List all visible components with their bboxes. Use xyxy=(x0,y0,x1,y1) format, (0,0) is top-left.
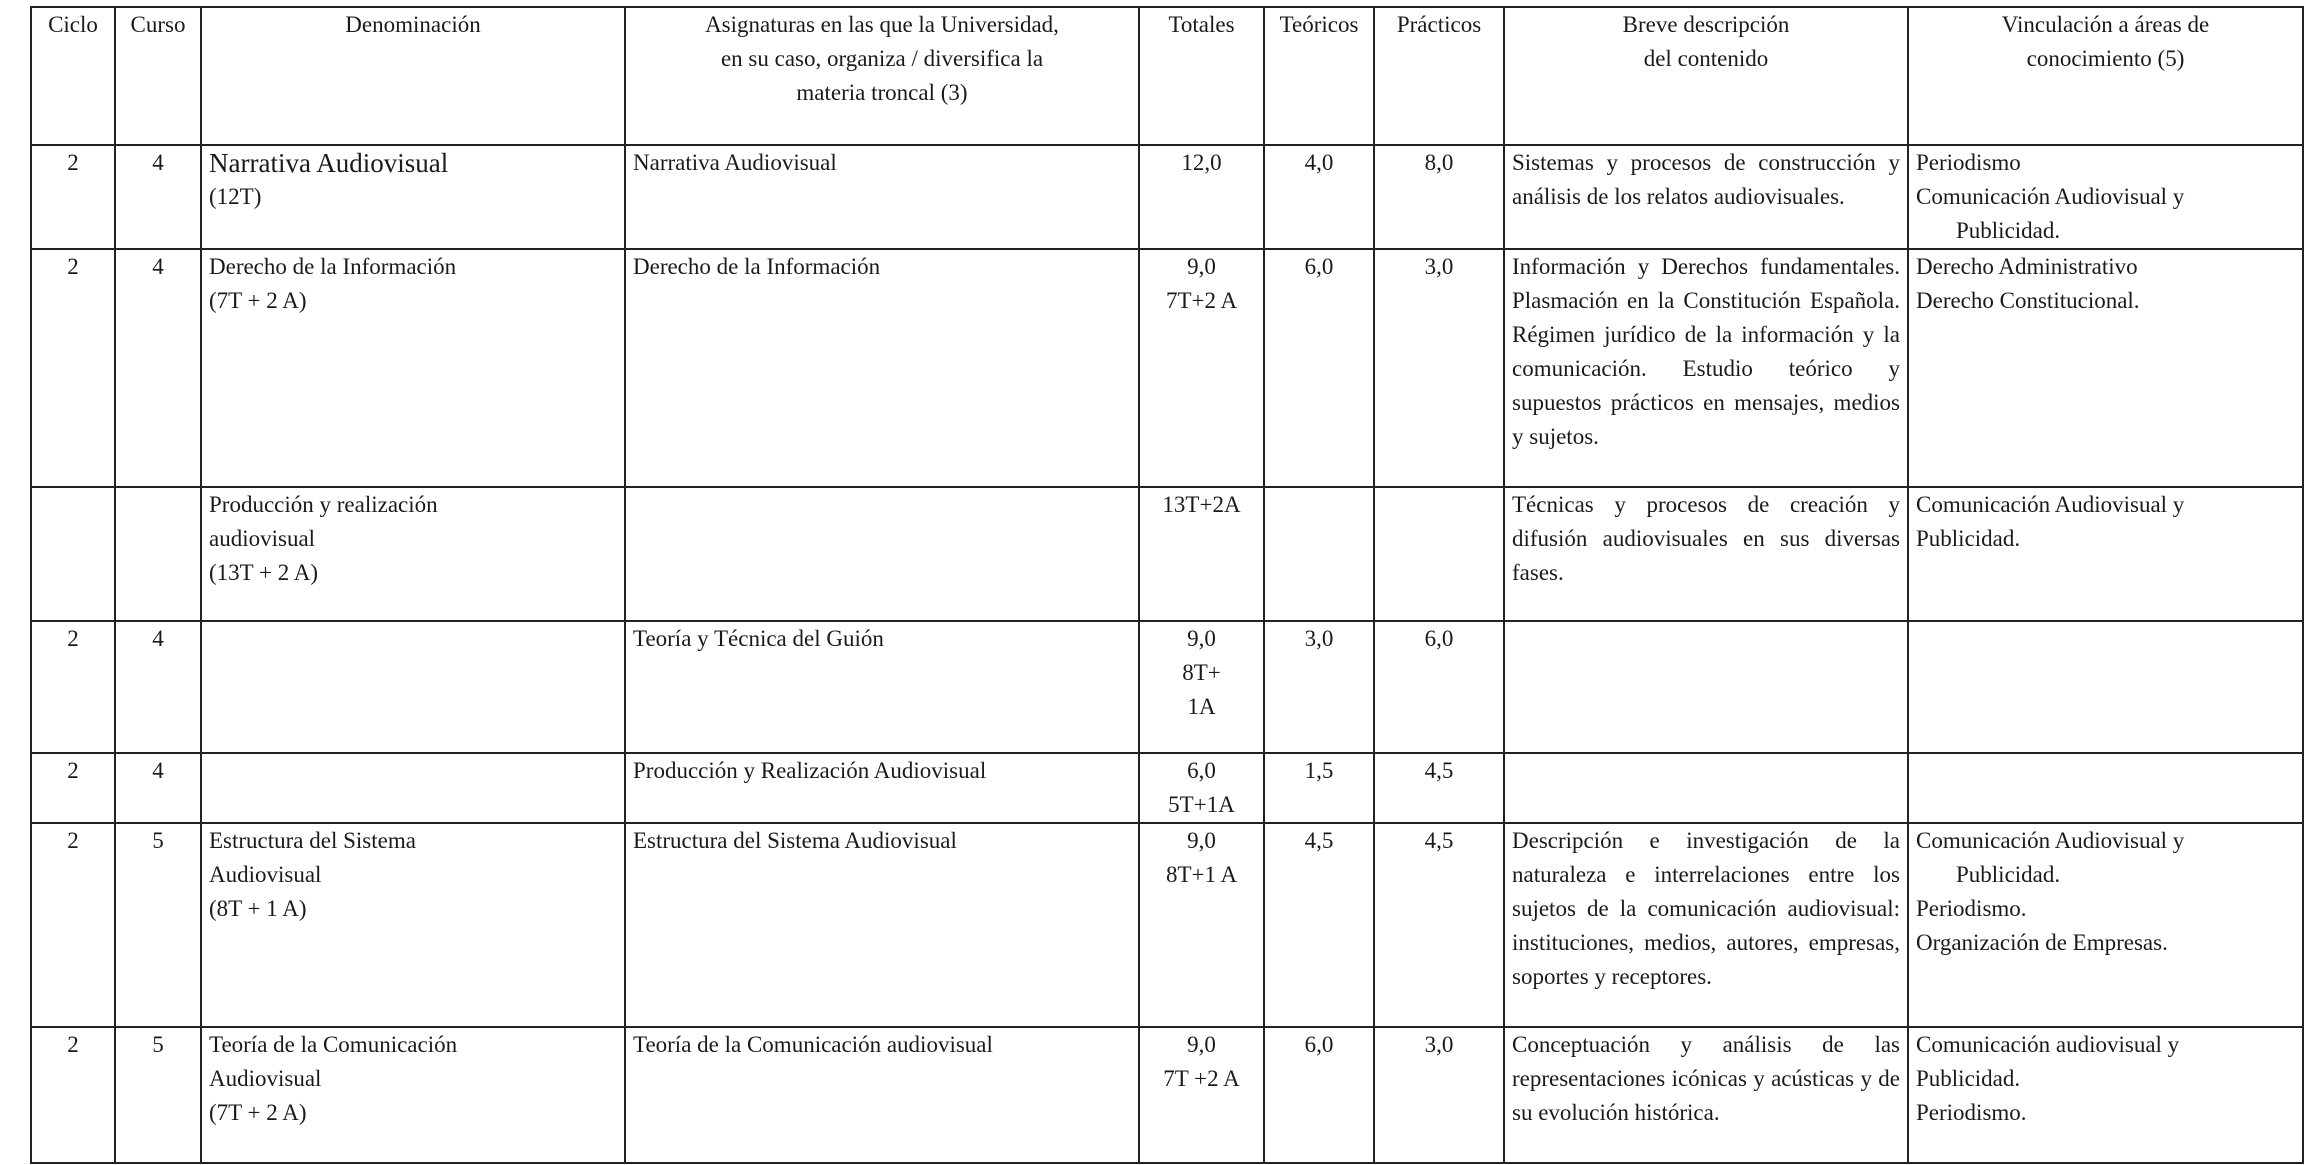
area-text: Publicidad. xyxy=(1916,526,2021,551)
table-row-narrativa xyxy=(31,145,2303,249)
header-denominacion: Denominación xyxy=(201,7,625,145)
table-row-teoria-comunicacion xyxy=(31,1027,2303,1163)
curso-cell: 4 xyxy=(115,249,201,487)
area-text: Derecho Constitucional. xyxy=(1916,288,2140,313)
creditos-text: (7T + 2 A) xyxy=(209,1100,307,1125)
asignatura-cell: Teoría de la Comunicación audiovisual xyxy=(625,1027,1139,1163)
curso-cell: 4 xyxy=(115,145,201,249)
totales-cell xyxy=(1139,823,1264,1027)
header-asignaturas xyxy=(625,7,1139,145)
header-vinculacion-line-2: conocimiento (5) xyxy=(2026,46,2185,71)
area-text xyxy=(1916,858,2295,892)
asignatura-cell: Estructura del Sistema Audiovisual xyxy=(625,823,1139,1027)
area-text: Comunicación Audiovisual y xyxy=(1916,492,2185,517)
header-totales: Totales xyxy=(1139,7,1264,145)
header-asignaturas-line-2: en su caso, organiza / diversifica la xyxy=(720,46,1044,71)
practicos-cell: 4,5 xyxy=(1374,753,1504,823)
denominacion-text: Derecho de la Información xyxy=(209,254,457,279)
totales-cell: 12,0 xyxy=(1139,145,1264,249)
ciclo-cell: 2 xyxy=(31,621,115,753)
denominacion-text: Audiovisual xyxy=(209,1066,322,1091)
totales-cell xyxy=(1139,753,1264,823)
header-row xyxy=(31,7,2303,145)
header-breve-line-1: Breve descripción xyxy=(1622,12,1790,37)
vinculacion-cell xyxy=(1908,249,2303,487)
area-text: Publicidad. xyxy=(1916,1066,2021,1091)
header-teoricos: Teóricos xyxy=(1264,7,1374,145)
table-row-produccion-realizacion xyxy=(31,753,2303,823)
totales-sub: 1A xyxy=(1187,694,1216,719)
asignatura-cell: Teoría y Técnica del Guión xyxy=(625,621,1139,753)
denominacion-text: Teoría de la Comunicación xyxy=(209,1032,458,1057)
curso-cell: 4 xyxy=(115,753,201,823)
creditos-text: (12T) xyxy=(209,184,262,209)
area-text: Periodismo. xyxy=(1916,896,2027,921)
area-text xyxy=(1916,214,2295,248)
curso-cell xyxy=(115,487,201,621)
denominacion-cell xyxy=(201,487,625,621)
totales-value: 9,0 xyxy=(1187,626,1216,651)
troncales-sheet xyxy=(30,6,2302,1164)
table-row-estructura xyxy=(31,823,2303,1027)
area-text: Organización de Empresas. xyxy=(1916,930,2168,955)
area-text: Derecho Administrativo xyxy=(1916,254,2138,279)
teoricos-cell: 4,5 xyxy=(1264,823,1374,1027)
practicos-cell: 6,0 xyxy=(1374,621,1504,753)
denominacion-text: Audiovisual xyxy=(209,862,322,887)
totales-sub: 8T+1 A xyxy=(1165,862,1238,887)
totales-value: 9,0 xyxy=(1187,828,1216,853)
totales-cell xyxy=(1139,1027,1264,1163)
table-row-produccion-group xyxy=(31,487,2303,621)
practicos-cell: 4,5 xyxy=(1374,823,1504,1027)
materias-troncales-table xyxy=(30,6,2304,1164)
denominacion-cell xyxy=(201,823,625,1027)
asignatura-cell: Derecho de la Información xyxy=(625,249,1139,487)
asignatura-cell: Narrativa Audiovisual xyxy=(625,145,1139,249)
ciclo-cell: 2 xyxy=(31,145,115,249)
totales-sub: 8T+ xyxy=(1182,660,1221,685)
area-text: Periodismo xyxy=(1916,150,2021,175)
denominacion-cell xyxy=(201,1027,625,1163)
area-text: Comunicación Audiovisual y xyxy=(1916,184,2185,209)
creditos-text: (8T + 1 A) xyxy=(209,896,307,921)
descripcion-cell: Descripción e investigación de la naturaleza e interrelaciones entre los sujetos de la comunicación audiovisual: instituciones, medios, autores, empresas, soportes y receptores. xyxy=(1504,823,1908,1027)
descripcion-cell xyxy=(1504,753,1908,823)
practicos-cell: 3,0 xyxy=(1374,1027,1504,1163)
vinculacion-cell xyxy=(1908,1027,2303,1163)
totales-cell: 13T+2A xyxy=(1139,487,1264,621)
totales-sub: 7T+2 A xyxy=(1165,288,1238,313)
table-row-guion xyxy=(31,621,2303,753)
teoricos-cell: 3,0 xyxy=(1264,621,1374,753)
curso-cell: 5 xyxy=(115,1027,201,1163)
denominacion-text: Producción y realización xyxy=(209,492,438,517)
descripcion-cell: Sistemas y procesos de construcción y análisis de los relatos audiovisuales. xyxy=(1504,145,1908,249)
vinculacion-cell xyxy=(1908,487,2303,621)
vinculacion-cell xyxy=(1908,753,2303,823)
totales-cell xyxy=(1139,249,1264,487)
creditos-text: (7T + 2 A) xyxy=(209,288,307,313)
area-text: Comunicación audiovisual y xyxy=(1916,1032,2180,1057)
header-curso: Curso xyxy=(115,7,201,145)
teoricos-cell xyxy=(1264,487,1374,621)
ciclo-cell: 2 xyxy=(31,753,115,823)
area-text-indented: Publicidad. xyxy=(1956,862,2061,887)
totales-value: 9,0 xyxy=(1187,1032,1216,1057)
denominacion-cell xyxy=(201,621,625,753)
header-vinculacion-line-1: Vinculación a áreas de xyxy=(2001,12,2210,37)
denominacion-text: Narrativa Audiovisual xyxy=(209,148,449,178)
denominacion-text: Estructura del Sistema xyxy=(209,828,416,853)
area-text: Comunicación Audiovisual y xyxy=(1916,828,2185,853)
vinculacion-cell xyxy=(1908,621,2303,753)
header-breve-line-2: del contenido xyxy=(1643,46,1769,71)
asignatura-cell: Producción y Realización Audiovisual xyxy=(625,753,1139,823)
header-asignaturas-line-1: Asignaturas en las que la Universidad, xyxy=(705,12,1059,37)
curso-cell: 4 xyxy=(115,621,201,753)
vinculacion-cell xyxy=(1908,823,2303,1027)
descripcion-cell: Técnicas y procesos de creación y difusión audiovisuales en sus diversas fases. xyxy=(1504,487,1908,621)
header-vinculacion xyxy=(1908,7,2303,145)
curso-cell: 5 xyxy=(115,823,201,1027)
creditos-text: (13T + 2 A) xyxy=(209,560,319,585)
totales-cell xyxy=(1139,621,1264,753)
denominacion-cell xyxy=(201,249,625,487)
practicos-cell xyxy=(1374,487,1504,621)
descripcion-cell xyxy=(1504,621,1908,753)
ciclo-cell: 2 xyxy=(31,1027,115,1163)
header-practicos: Prácticos xyxy=(1374,7,1504,145)
header-asignaturas-line-3: materia troncal (3) xyxy=(796,80,968,105)
totales-sub: 5T+1A xyxy=(1168,792,1235,817)
ciclo-cell xyxy=(31,487,115,621)
descripcion-cell: Conceptuación y análisis de las representaciones icónicas y acústicas y de su evolución histórica. xyxy=(1504,1027,1908,1163)
asignatura-cell xyxy=(625,487,1139,621)
denominacion-text: audiovisual xyxy=(209,526,316,551)
ciclo-cell: 2 xyxy=(31,823,115,1027)
descripcion-cell: Información y Derechos fundamentales. Plasmación en la Constitución Española. Régimen jurídico de la información y la comunicación. Estudio teórico y supuestos prácticos en mensajes, medios y sujetos. xyxy=(1504,249,1908,487)
practicos-cell: 3,0 xyxy=(1374,249,1504,487)
ciclo-cell: 2 xyxy=(31,249,115,487)
area-text: Periodismo. xyxy=(1916,1100,2027,1125)
totales-value: 9,0 xyxy=(1187,254,1216,279)
header-breve-descripcion xyxy=(1504,7,1908,145)
practicos-cell: 8,0 xyxy=(1374,145,1504,249)
vinculacion-cell xyxy=(1908,145,2303,249)
header-ciclo: Ciclo xyxy=(31,7,115,145)
totales-sub: 7T +2 A xyxy=(1163,1066,1240,1091)
teoricos-cell: 6,0 xyxy=(1264,249,1374,487)
area-text-indented: Publicidad. xyxy=(1956,218,2061,243)
totales-value: 6,0 xyxy=(1187,758,1216,783)
teoricos-cell: 6,0 xyxy=(1264,1027,1374,1163)
teoricos-cell: 4,0 xyxy=(1264,145,1374,249)
table-row-derecho xyxy=(31,249,2303,487)
denominacion-cell xyxy=(201,145,625,249)
teoricos-cell: 1,5 xyxy=(1264,753,1374,823)
denominacion-cell xyxy=(201,753,625,823)
